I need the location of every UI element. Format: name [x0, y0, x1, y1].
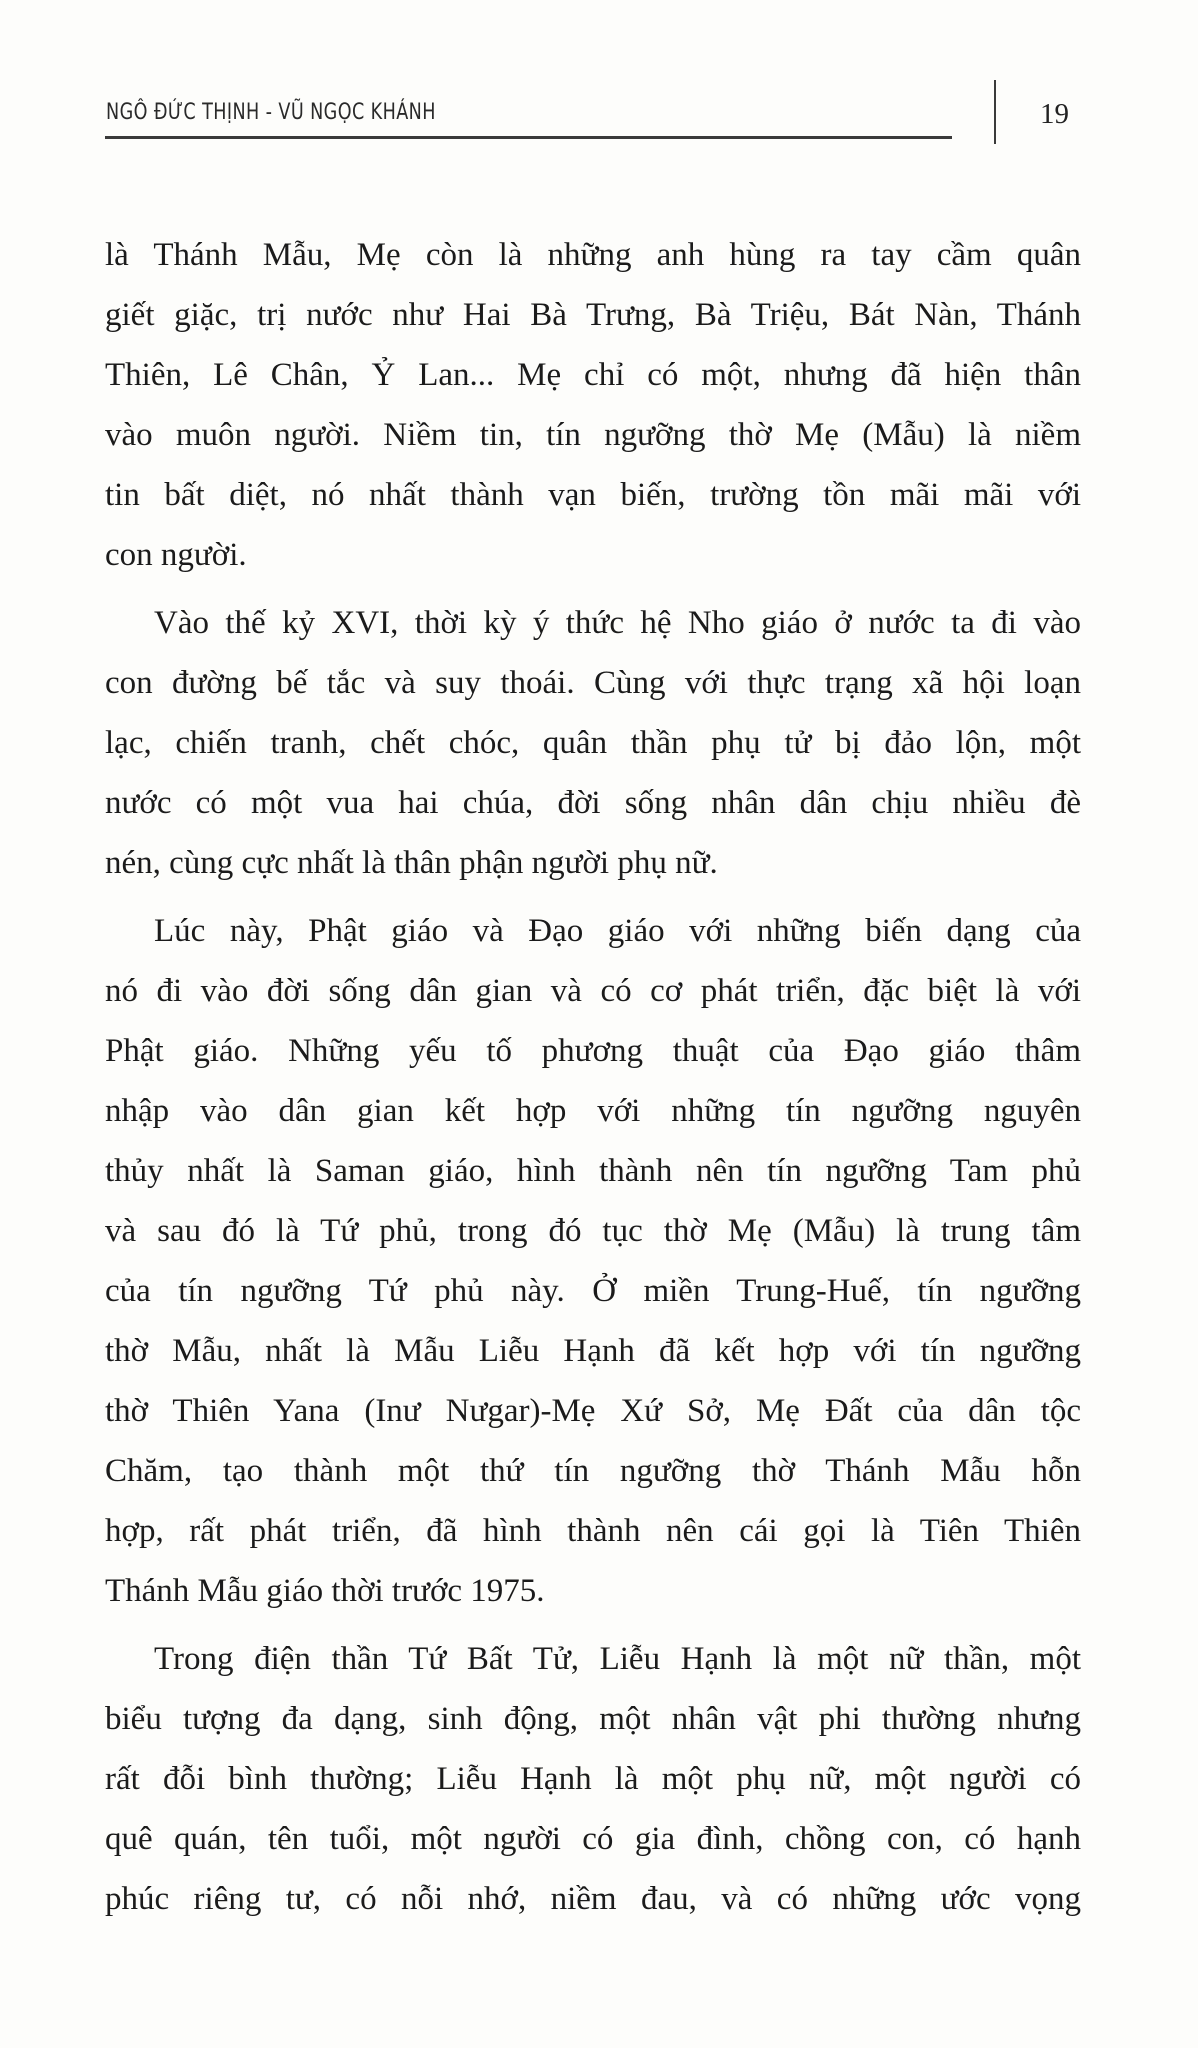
page-number: 19 [1040, 98, 1069, 130]
text-line: Thánh Mẫu giáo thời trước 1975. [105, 1573, 545, 1609]
text-line: và sau đó là Tứ phủ, trong đó tục thờ Mẹ (Mẫu) là trung tâm [105, 1213, 1081, 1249]
text-line: nó đi vào đời sống dân gian và có cơ phát triển, đặc biệt là với [105, 973, 1081, 1009]
text-line: con đường bế tắc và suy thoái. Cùng với thực trạng xã hội loạn [105, 665, 1081, 701]
text-line: Trong điện thần Tứ Bất Tử, Liễu Hạnh là một nữ thần, một [154, 1641, 1081, 1677]
text-line: hợp, rất phát triển, đã hình thành nên cái gọi là Tiên Thiên [105, 1513, 1081, 1549]
text-line: giết giặc, trị nước như Hai Bà Trưng, Bà Triệu, Bát Nàn, Thánh [105, 297, 1081, 333]
text-line: của tín ngưỡng Tứ phủ này. Ở miền Trung-Huế, tín ngưỡng [105, 1273, 1081, 1309]
text-line: thủy nhất là Saman giáo, hình thành nên tín ngưỡng Tam phủ [105, 1153, 1081, 1189]
paragraph [105, 901, 1081, 1621]
text-line: là Thánh Mẫu, Mẹ còn là những anh hùng ra tay cầm quân [105, 237, 1081, 273]
text-line: thờ Mẫu, nhất là Mẫu Liễu Hạnh đã kết hợp với tín ngưỡng [105, 1333, 1081, 1369]
text-line: biểu tượng đa dạng, sinh động, một nhân vật phi thường nhưng [105, 1701, 1081, 1737]
text-line: Thiên, Lê Chân, Ỷ Lan... Mẹ chỉ có một, nhưng đã hiện thân [105, 357, 1081, 393]
text-line: Vào thế kỷ XVI, thời kỳ ý thức hệ Nho giáo ở nước ta đi vào [154, 605, 1081, 641]
text-line: con người. [105, 537, 247, 573]
text-line: Chăm, tạo thành một thứ tín ngưỡng thờ Thánh Mẫu hỗn [105, 1453, 1081, 1489]
paragraph [105, 593, 1081, 893]
text-line: Phật giáo. Những yếu tố phương thuật của Đạo giáo thâm [105, 1033, 1081, 1069]
text-line: Lúc này, Phật giáo và Đạo giáo với những biến dạng của [154, 913, 1081, 949]
text-line: nhập vào dân gian kết hợp với những tín ngưỡng nguyên [105, 1093, 1081, 1129]
text-line: tin bất diệt, nó nhất thành vạn biến, trường tồn mãi mãi với [105, 477, 1081, 513]
body-text [105, 225, 1081, 1937]
running-title: NGÔ ĐỨC THỊNH - VŨ NGỌC KHÁNH [106, 100, 436, 125]
text-line: nén, cùng cực nhất là thân phận người phụ nữ. [105, 845, 718, 881]
text-line: vào muôn người. Niềm tin, tín ngưỡng thờ Mẹ (Mẫu) là niềm [105, 417, 1081, 453]
header-vertical-divider [994, 80, 996, 144]
header-rule-divider [105, 136, 952, 139]
text-line: thờ Thiên Yana (Inư Nưgar)-Mẹ Xứ Sở, Mẹ Đất của dân tộc [105, 1393, 1081, 1429]
text-line: nước có một vua hai chúa, đời sống nhân dân chịu nhiều đè [105, 785, 1081, 821]
text-line: lạc, chiến tranh, chết chóc, quân thần phụ tử bị đảo lộn, một [105, 725, 1081, 761]
text-line: quê quán, tên tuổi, một người có gia đình, chồng con, có hạnh [105, 1821, 1081, 1857]
text-line: rất đỗi bình thường; Liễu Hạnh là một phụ nữ, một người có [105, 1761, 1081, 1797]
paragraph [105, 1629, 1081, 1929]
paragraph [105, 225, 1081, 585]
text-line: phúc riêng tư, có nỗi nhớ, niềm đau, và có những ước vọng [105, 1881, 1081, 1917]
